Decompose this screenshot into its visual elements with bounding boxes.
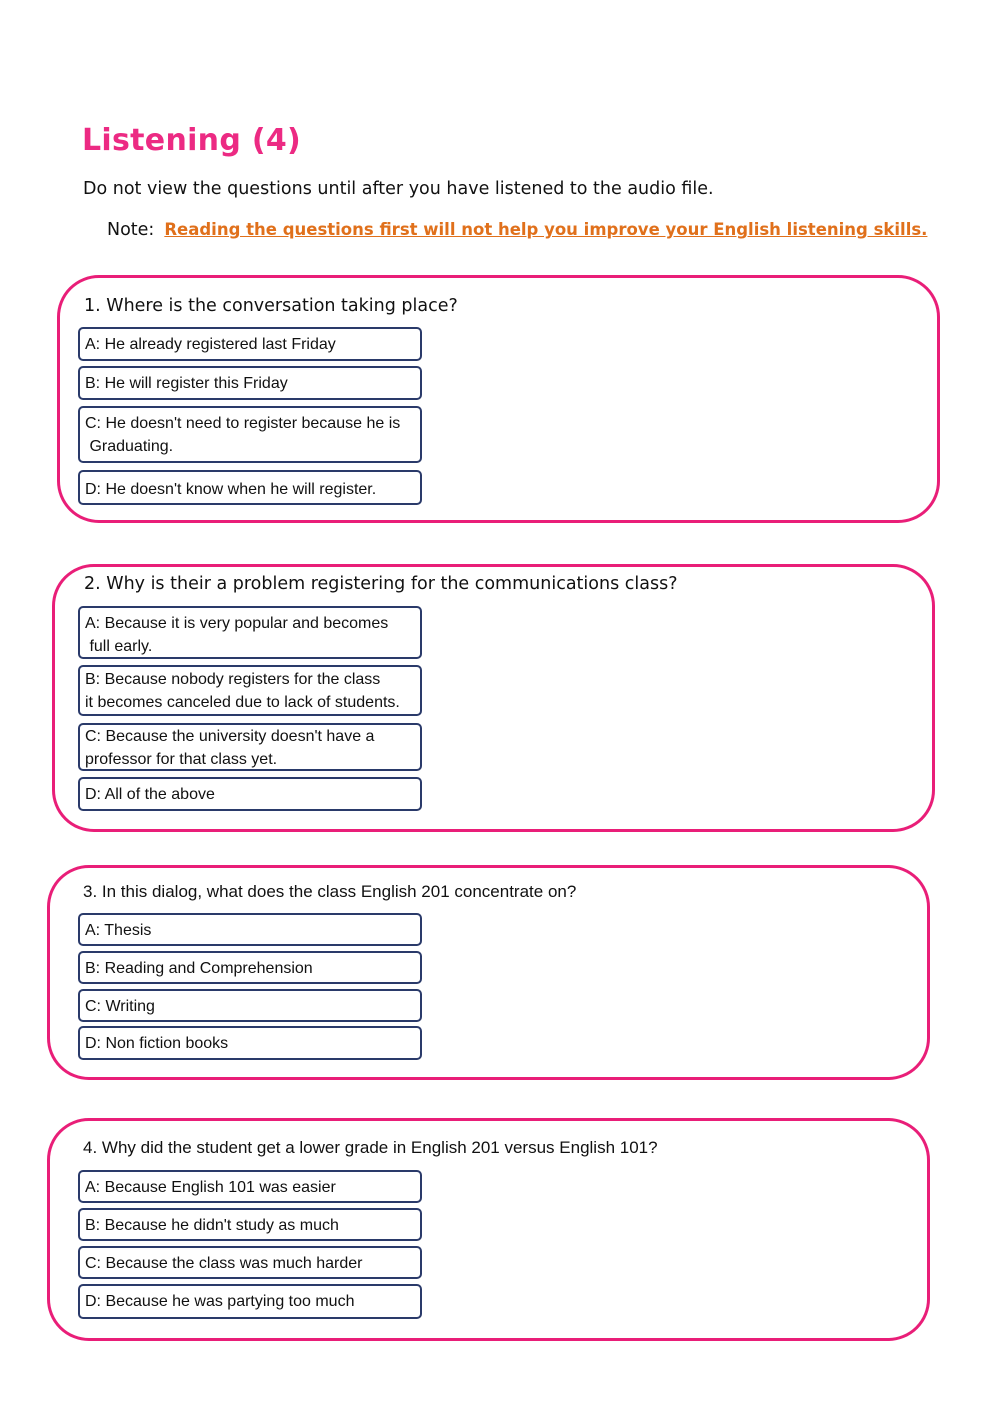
question-1-option-c[interactable]: C: He doesn't need to register because he is Graduating. <box>78 406 422 463</box>
question-2-option-a[interactable]: A: Because it is very popular and becomes full early. <box>78 606 422 659</box>
question-1-option-a[interactable]: A: He already registered last Friday <box>78 327 422 361</box>
instruction-text: Do not view the questions until after you have listened to the audio file. <box>83 179 714 199</box>
question-3-text: 3. In this dialog, what does the class English 201 concentrate on? <box>83 882 577 901</box>
question-4-option-a[interactable]: A: Because English 101 was easier <box>78 1170 422 1203</box>
question-3-option-a[interactable]: A: Thesis <box>78 913 422 946</box>
question-4-option-d[interactable]: D: Because he was partying too much <box>78 1284 422 1319</box>
note-warning-text: Reading the questions first will not help you improve your English listening skills. <box>164 220 928 239</box>
question-2-option-d[interactable]: D: All of the above <box>78 777 422 811</box>
question-4-option-c[interactable]: C: Because the class was much harder <box>78 1246 422 1279</box>
question-4-text: 4. Why did the student get a lower grade in English 201 versus English 101? <box>83 1138 658 1157</box>
question-2-option-b[interactable]: B: Because nobody registers for the class it becomes canceled due to lack of students. <box>78 665 422 716</box>
question-4-option-b[interactable]: B: Because he didn't study as much <box>78 1208 422 1241</box>
note <box>107 218 927 242</box>
question-1-text: 1. Where is the conversation taking place? <box>84 296 458 316</box>
question-3-option-d[interactable]: D: Non fiction books <box>78 1026 422 1060</box>
question-3-option-b[interactable]: B: Reading and Comprehension <box>78 951 422 984</box>
question-1-option-d[interactable]: D: He doesn't know when he will register. <box>78 470 422 505</box>
question-2-option-c[interactable]: C: Because the university doesn't have a professor for that class yet. <box>78 723 422 771</box>
question-3-option-c[interactable]: C: Writing <box>78 989 422 1022</box>
question-2-text: 2. Why is their a problem registering for the communications class? <box>84 574 678 594</box>
note-label: Note: <box>107 220 155 240</box>
question-1-option-b[interactable]: B: He will register this Friday <box>78 366 422 400</box>
page-title: Listening (4) <box>82 123 302 158</box>
